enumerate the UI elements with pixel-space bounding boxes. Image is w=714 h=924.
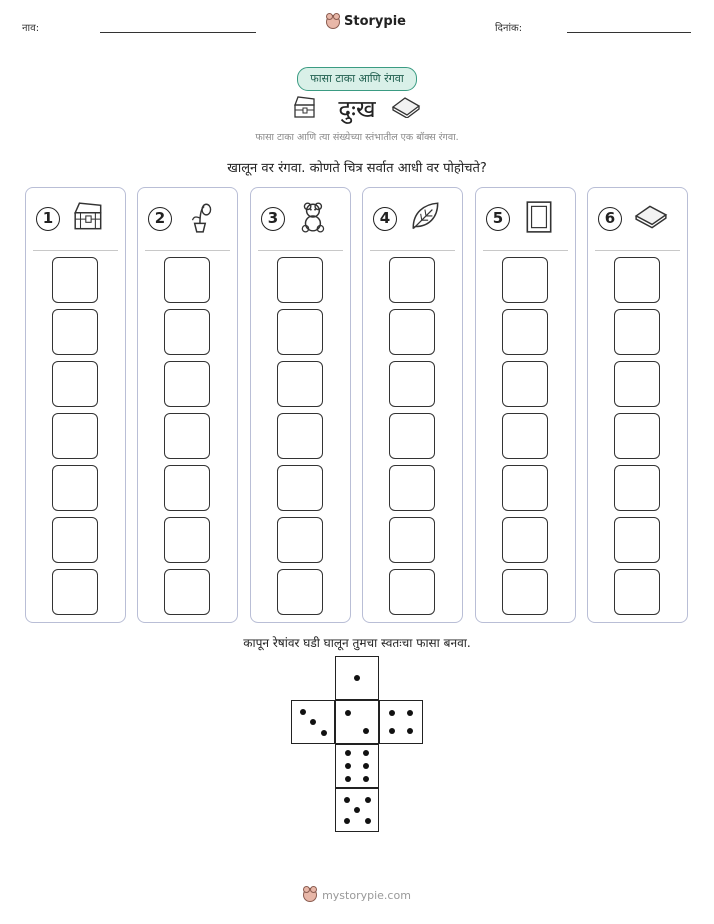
stone-tablet-icon	[391, 96, 421, 118]
color-box[interactable]	[164, 257, 210, 303]
dice-pip	[345, 776, 351, 782]
color-box[interactable]	[52, 309, 98, 355]
brand-name: Storypie	[344, 14, 406, 29]
date-line[interactable]	[567, 32, 691, 33]
dice-pip	[365, 797, 371, 803]
dice-pip	[407, 710, 413, 716]
column-2	[137, 187, 238, 623]
dice-pip	[310, 719, 316, 725]
leaf-icon	[409, 200, 443, 234]
column-number: 2	[148, 207, 172, 231]
dice-pip	[321, 730, 327, 736]
color-box[interactable]	[502, 361, 548, 407]
color-box[interactable]	[277, 257, 323, 303]
dice-pip	[345, 710, 351, 716]
footer	[0, 888, 714, 902]
column-divider	[258, 250, 343, 251]
dice-pip	[407, 728, 413, 734]
dice-face-4	[379, 700, 423, 744]
color-box[interactable]	[502, 309, 548, 355]
treasure-chest-icon	[72, 200, 106, 234]
color-box[interactable]	[502, 569, 548, 615]
color-box[interactable]	[277, 309, 323, 355]
color-box[interactable]	[277, 569, 323, 615]
color-box[interactable]	[164, 465, 210, 511]
column-number: 1	[36, 207, 60, 231]
bear-icon	[326, 15, 340, 29]
column-4	[362, 187, 463, 623]
color-box[interactable]	[389, 309, 435, 355]
color-box[interactable]	[52, 465, 98, 511]
bear-icon	[303, 888, 317, 902]
color-box[interactable]	[389, 257, 435, 303]
column-number: 6	[598, 207, 622, 231]
name-line[interactable]	[100, 32, 256, 33]
color-box[interactable]	[52, 257, 98, 303]
column-3	[250, 187, 351, 623]
color-box[interactable]	[52, 413, 98, 459]
color-box[interactable]	[502, 465, 548, 511]
color-box[interactable]	[614, 309, 660, 355]
color-box[interactable]	[614, 569, 660, 615]
color-box[interactable]	[389, 361, 435, 407]
color-box[interactable]	[614, 465, 660, 511]
coloring-instruction: खालून वर रंगवा. कोणते चित्र सर्वात आधी वर पोहोचते?	[227, 161, 487, 176]
color-box[interactable]	[502, 413, 548, 459]
dice-pip	[365, 818, 371, 824]
dice-pip	[354, 807, 360, 813]
column-header	[363, 188, 462, 248]
color-box[interactable]	[52, 569, 98, 615]
date-label: दिनांक:	[495, 23, 523, 34]
column-number: 3	[261, 207, 285, 231]
dice-pip	[363, 776, 369, 782]
dice-pip	[344, 818, 350, 824]
color-box[interactable]	[389, 569, 435, 615]
dice-pip	[345, 750, 351, 756]
color-box[interactable]	[52, 361, 98, 407]
color-box[interactable]	[164, 569, 210, 615]
name-label: नाव:	[22, 23, 40, 34]
color-box[interactable]	[164, 309, 210, 355]
dice-face-2	[335, 700, 379, 744]
color-box[interactable]	[277, 465, 323, 511]
color-box[interactable]	[502, 257, 548, 303]
column-header	[588, 188, 687, 248]
color-box[interactable]	[52, 517, 98, 563]
color-box[interactable]	[502, 517, 548, 563]
column-divider	[483, 250, 568, 251]
dice-pip	[389, 728, 395, 734]
activity-subtitle: फासा टाका आणि त्या संख्येच्या स्तंभातील एक बॉक्स रंगवा.	[255, 132, 459, 143]
teddy-bear-icon	[297, 200, 331, 234]
dice-face-5	[335, 788, 379, 832]
wilted-flower-icon	[184, 200, 218, 234]
picture-frame-icon	[522, 200, 556, 234]
color-box[interactable]	[389, 517, 435, 563]
column-divider	[595, 250, 680, 251]
color-box[interactable]	[614, 413, 660, 459]
column-header	[476, 188, 575, 248]
column-1	[25, 187, 126, 623]
footer-url[interactable]: mystorypie.com	[322, 888, 411, 902]
color-box[interactable]	[164, 413, 210, 459]
column-divider	[33, 250, 118, 251]
column-divider	[370, 250, 455, 251]
color-box[interactable]	[614, 257, 660, 303]
color-box[interactable]	[164, 361, 210, 407]
color-box[interactable]	[277, 361, 323, 407]
column-number: 4	[373, 207, 397, 231]
color-box[interactable]	[277, 517, 323, 563]
color-box[interactable]	[614, 361, 660, 407]
dice-pip	[389, 710, 395, 716]
color-box[interactable]	[389, 465, 435, 511]
stone-tablet-icon	[634, 200, 668, 234]
color-box[interactable]	[389, 413, 435, 459]
column-6	[587, 187, 688, 623]
dice-pip	[363, 728, 369, 734]
dice-pip	[300, 709, 306, 715]
dice-pip	[345, 763, 351, 769]
column-divider	[145, 250, 230, 251]
column-5	[475, 187, 576, 623]
activity-title-pill: फासा टाका आणि रंगवा	[297, 67, 417, 91]
dice-pip	[363, 750, 369, 756]
column-header	[138, 188, 237, 248]
dice-face-3	[291, 700, 335, 744]
storypie-logo	[326, 14, 406, 29]
color-box[interactable]	[277, 413, 323, 459]
dice-pip	[354, 675, 360, 681]
color-box[interactable]	[614, 517, 660, 563]
column-number: 5	[486, 207, 510, 231]
word-title: दुःख	[338, 95, 376, 123]
column-header	[26, 188, 125, 248]
color-box[interactable]	[164, 517, 210, 563]
dice-face-1	[335, 656, 379, 700]
column-header	[251, 188, 350, 248]
dice-instruction: कापून रेषांवर घडी घालून तुमचा स्वतःचा फासा बनवा.	[243, 636, 471, 650]
dice-pip	[363, 763, 369, 769]
dice-pip	[344, 797, 350, 803]
dice-face-6	[335, 744, 379, 788]
